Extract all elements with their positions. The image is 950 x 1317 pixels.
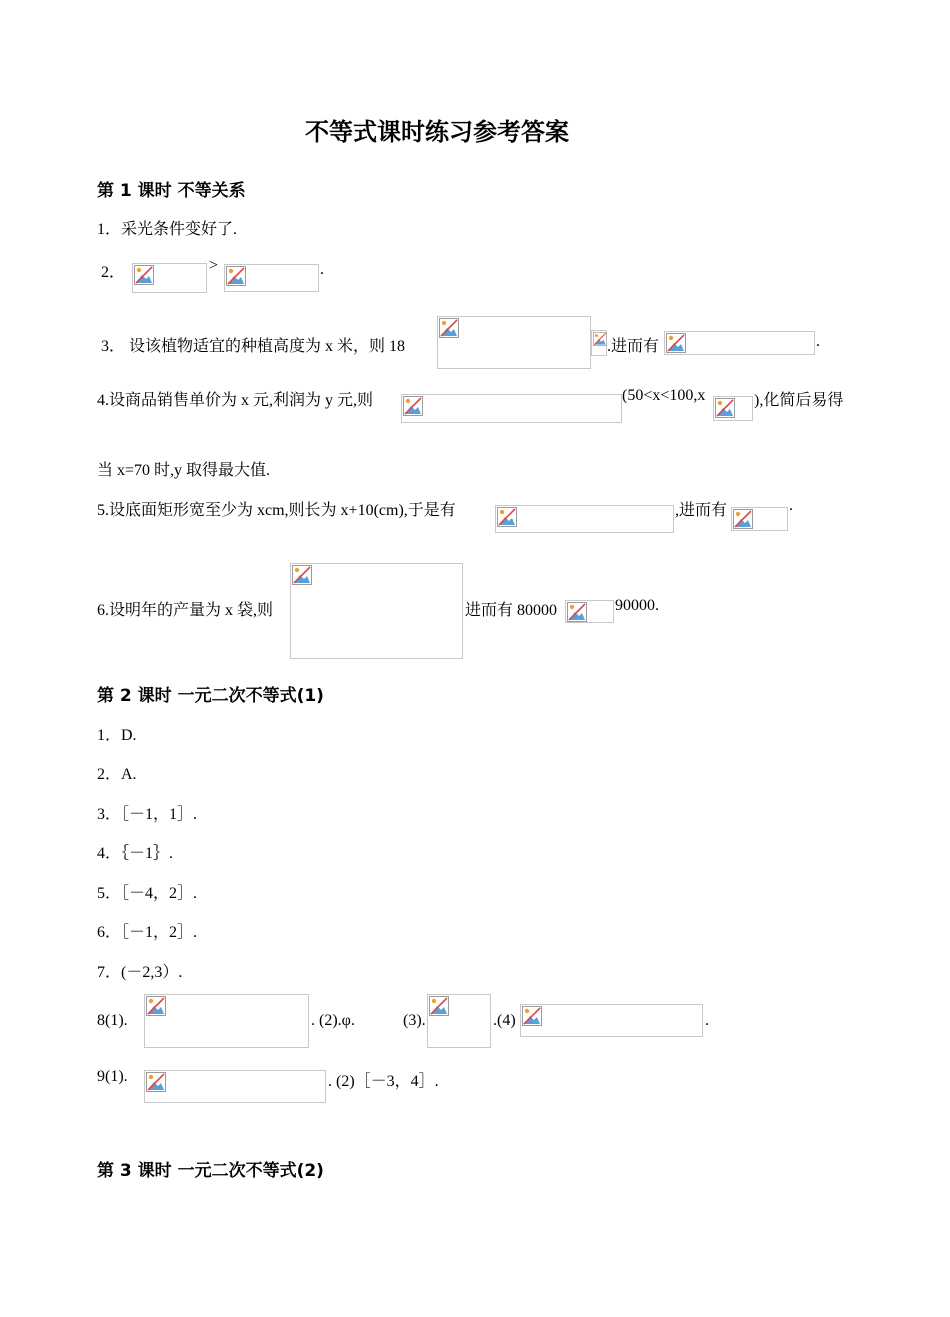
s1-q2-end: . xyxy=(320,261,324,278)
s1-q1: 1．采光条件变好了. xyxy=(97,221,238,238)
formula-image xyxy=(427,994,491,1048)
broken-image-icon xyxy=(439,318,459,338)
s1-q6-prefix: 6.设明年的产量为 x 袋,则 xyxy=(97,602,274,619)
s2-answer: 4．｛－1｝. xyxy=(97,845,174,862)
broken-image-icon xyxy=(134,265,154,285)
s2-q8-e: . xyxy=(705,1012,709,1029)
s1-q3-mid: .进而有 xyxy=(607,338,660,355)
page-title: 不等式课时练习参考答案 xyxy=(305,118,569,146)
s2-q8-b: . (2).φ. xyxy=(311,1012,355,1029)
broken-image-icon xyxy=(497,507,517,527)
broken-image-icon xyxy=(522,1006,542,1026)
section3-heading: 第 3 课时 一元二次不等式(2) xyxy=(97,1161,324,1181)
s1-q2-prefix: 2． xyxy=(101,264,126,281)
s2-answer: 2．A. xyxy=(97,766,137,783)
broken-image-icon xyxy=(146,996,166,1016)
s2-answer: 7．(－2,3）. xyxy=(97,964,183,981)
s1-q5-end: . xyxy=(789,497,793,514)
formula-image xyxy=(224,264,319,292)
formula-image xyxy=(713,396,753,421)
broken-image-icon xyxy=(292,565,312,585)
s1-q4-end: ),化简后易得 xyxy=(754,392,844,409)
s1-q2-gt: > xyxy=(209,257,219,274)
s2-q9-a: 9(1). xyxy=(97,1068,128,1085)
broken-image-icon xyxy=(666,333,686,353)
formula-image xyxy=(731,507,788,531)
s1-q4-mid: (50<x<100,x xyxy=(622,387,706,404)
section2-heading: 第 2 课时 一元二次不等式(1) xyxy=(97,686,324,706)
s1-q6-end: 90000. xyxy=(615,597,659,614)
formula-image xyxy=(495,505,674,533)
s1-q4-prefix: 4.设商品销售单价为 x 元,利润为 y 元,则 xyxy=(97,392,374,409)
s2-answer: 5．［－4，2］. xyxy=(97,885,198,902)
formula-image xyxy=(401,394,622,423)
formula-image xyxy=(290,563,463,659)
formula-image xyxy=(591,330,607,356)
formula-image xyxy=(144,994,309,1048)
broken-image-icon xyxy=(715,398,735,418)
formula-image xyxy=(132,263,207,293)
broken-image-icon xyxy=(226,266,246,286)
s2-q8-c: (3). xyxy=(403,1012,426,1029)
s2-answer: 6．［－1，2］. xyxy=(97,924,198,941)
s1-q5-prefix: 5.设底面矩形宽至少为 xcm,则长为 x+10(cm),于是有 xyxy=(97,502,456,519)
s2-q9-b: . (2)［－3，4］. xyxy=(328,1073,439,1090)
s2-q8-d: .(4) xyxy=(493,1012,516,1029)
formula-image xyxy=(664,331,815,355)
formula-image xyxy=(144,1070,326,1103)
s1-q4-line2: 当 x=70 时,y 取得最大值. xyxy=(97,462,271,479)
s2-answer: 1．D. xyxy=(97,727,137,744)
s1-q3-prefix: 3． 设该植物适宜的种植高度为 x 米，则 18 xyxy=(101,338,406,355)
broken-image-icon xyxy=(593,332,607,346)
broken-image-icon xyxy=(567,602,587,622)
formula-image xyxy=(520,1004,703,1037)
s1-q3-end: . xyxy=(816,333,820,350)
broken-image-icon xyxy=(429,996,449,1016)
s2-answer: 3．［－1，1］. xyxy=(97,806,198,823)
formula-image xyxy=(565,600,614,623)
s2-q8-a: 8(1). xyxy=(97,1012,128,1029)
broken-image-icon xyxy=(733,509,753,529)
s1-q6-mid: 进而有 80000 xyxy=(465,602,558,619)
formula-image xyxy=(437,316,591,369)
s1-q5-mid: ,进而有 xyxy=(675,502,728,519)
broken-image-icon xyxy=(403,396,423,416)
section1-heading: 第 1 课时 不等关系 xyxy=(97,181,246,201)
broken-image-icon xyxy=(146,1072,166,1092)
